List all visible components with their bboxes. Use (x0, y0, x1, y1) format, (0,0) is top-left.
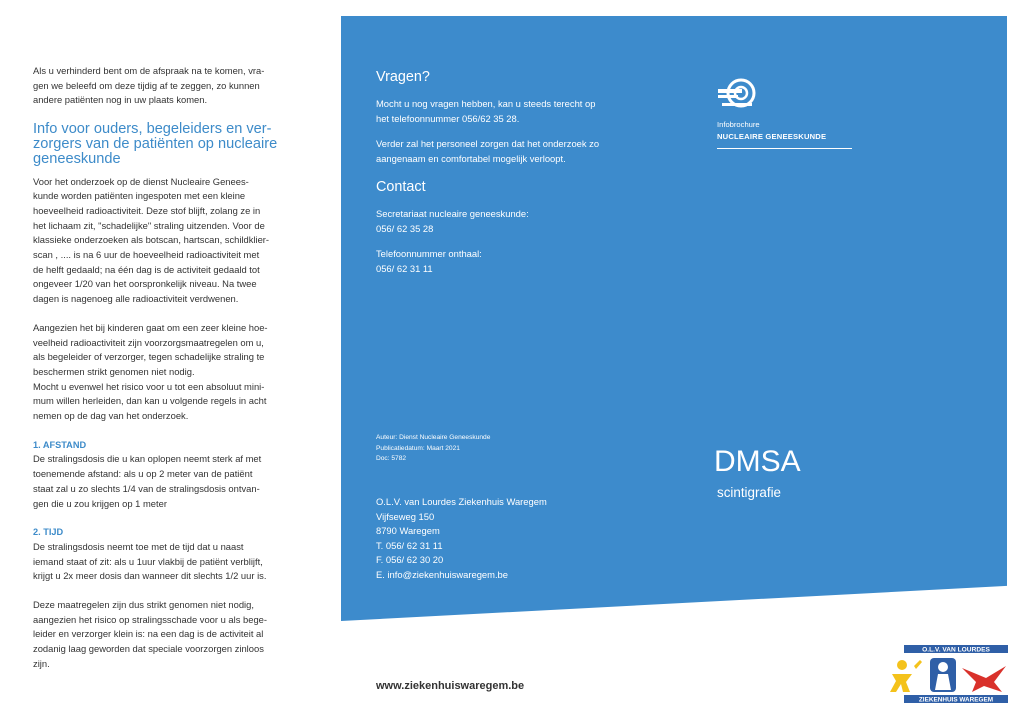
vragen-paragraph-1: Mocht u nog vragen hebben, kan u steeds terecht op het telefoonnummer 056/62 35 28. (376, 98, 596, 124)
paragraph-tijd: De stralingsdosis neemt toe met de tijd dat u naast iemand staat of zit: als u 1uur vlakbij de patiënt verblijft, krijgt u 2x meer dosis dan wanneer dit slechts 1/2 uur is. (33, 540, 267, 582)
paragraph-radioactivity: Voor het onderzoek op de dienst Nucleaire Genees- kunde worden patiënten ingespoten met een kleine hoeveelheid radioactiviteit. Deze stof blijft, zolang ze in het lichaam zit, "schadelijke" straling uitzenden. Voor de klassieke onderzoeken als botscan, hartscan, schildklier- scan , .... is na 6 uur de hoeveelheid radioactiviteit met de helft gedaald; na één dag is de activiteit gedaald tot ongeveer 1/20 van het oorspronkelijk niveau. Na twee dagen is nagenoeg alle radioactiviteit verdwenen. (33, 175, 270, 305)
paragraph-precautions: Aangezien het bij kinderen gaat om een zeer kleine hoe- veelheid radioactiviteit zijn voorzorgsmaatregelen om u, als begeleider of verzorger, tegen schadelijke straling te beschermen strikt genomen niet nodig. Mocht u evenwel het risico voor u tot een absoluut mini- mum willen herleiden, dan kan u volgende regels in acht nemen op de dag van het onderzoek. (33, 321, 268, 422)
intro-paragraph: Als u verhinderd bent om de afspraak na te komen, vra- gen we beleefd om deze tijdig af te zeggen, zo kunnen andere patiënten nog in uw plaats komen. (33, 65, 265, 106)
heading-afstand: 1. AFSTAND (33, 439, 87, 450)
contact-secretariaat: Secretariaat nucleaire geneeskunde: 056/ 62 35 28 (376, 208, 529, 234)
left-column (33, 64, 295, 672)
vragen-title: Vragen? (376, 69, 430, 85)
section-heading: Info voor ouders, begeleiders en ver- zorgers van de patiënten op nucleaire geneeskunde (33, 121, 278, 167)
logo-name-bottom: ZIEKENHUIS WAREGEM (918, 696, 994, 704)
middle-column (376, 68, 638, 286)
paragraph-afstand: De stralingsdosis die u kan oplopen neemt sterk af met toenemende afstand: als u op 2 meter van de patiënt staat zal u zo slechts 1/4 van de stralingsdosis ontvan- gen die u zou krijgen op 1 meter (33, 453, 262, 509)
vragen-paragraph-2: Verder zal het personeel zorgen dat het onderzoek zo aangenaam en comfortabel mogelijk verloopt. (376, 138, 600, 164)
publication-meta: Auteur: Dienst Nucleaire Geneeskunde Publicatiedatum: Maart 2021 Doc: 5782 (376, 434, 491, 463)
website-link[interactable]: www.ziekenhuiswaregem.be (376, 680, 525, 692)
heading-tijd: 2. TIJD (33, 527, 64, 538)
cover-department: NUCLEAIRE GENEESKUNDE (717, 132, 827, 141)
cover-title: DMSA (714, 445, 801, 478)
cover-divider (717, 148, 852, 149)
cover-subtitle: scintigrafie (717, 485, 782, 500)
nuclear-scanner-icon (716, 77, 758, 111)
logo-name-top: O.L.V. VAN LOURDES (922, 646, 990, 654)
hospital-logo (890, 644, 1008, 704)
contact-onthaal: Telefoonnummer onthaal: 056/ 62 31 11 (376, 248, 482, 274)
contact-title: Contact (376, 179, 426, 195)
paragraph-final: Deze maatregelen zijn dus strikt genomen niet nodig, aangezien het risico op stralingsschade voor u als bege- leider en verzorger klein is: na een dag is de activiteit al zodanig laag geworden dat speciale voorzorgen zinloos zijn. (33, 599, 267, 669)
hospital-address: O.L.V. van Lourdes Ziekenhuis Waregem Vijfseweg 150 8790 Waregem T. 056/ 62 31 11 F. 056/ 62 30 20 E. info@ziekenhuiswaregem.be (376, 496, 547, 580)
cover-kicker: Infobrochure (717, 120, 760, 129)
